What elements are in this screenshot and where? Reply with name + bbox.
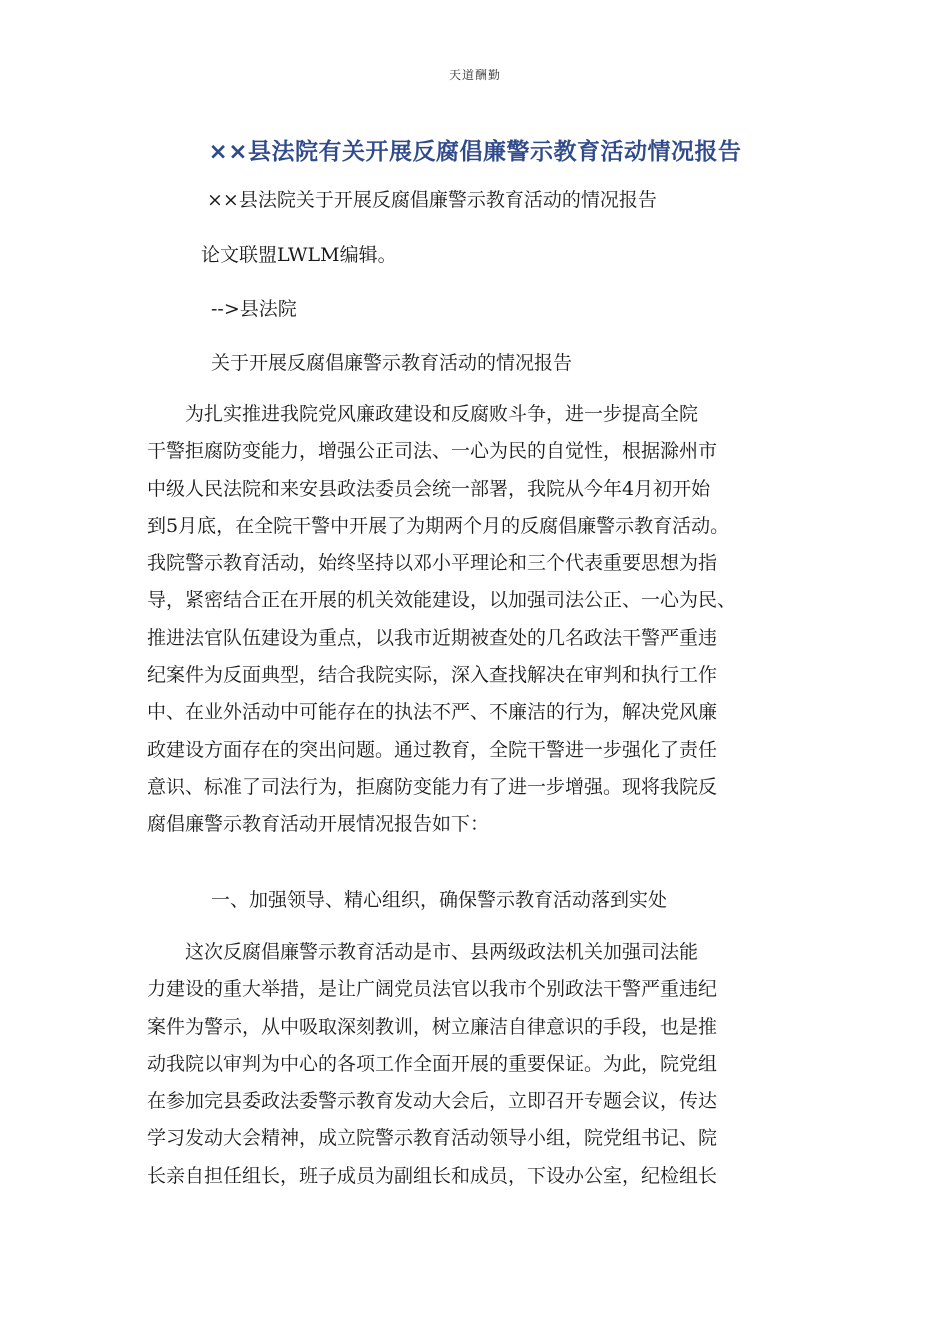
- paragraph-line: 这次反腐倡廉警示教育活动是市、县两级政法机关加强司法能: [147, 941, 699, 963]
- paragraph-line: 在参加完县委政法委警示教育发动大会后，立即召开专题会议，传达: [147, 1090, 718, 1113]
- section-1-heading: 一、加强领导、精心组织，确保警示教育活动落到实处: [211, 889, 668, 911]
- paragraph-line: 中级人民法院和来安县政法委员会统一部署，我院从今年4月初开始: [147, 477, 711, 500]
- page-header: 天道酬勤: [448, 68, 501, 82]
- paragraph-line: 腐倡廉警示教育活动开展情况报告如下：: [147, 813, 490, 836]
- paragraph-line: 推进法官队伍建设为重点，以我市近期被查处的几名政法干警严重违: [147, 626, 718, 649]
- document-subtitle: ××县法院关于开展反腐倡廉警示教育活动的情况报告: [207, 189, 657, 211]
- paragraph-line: 为扎实推进我院党风廉政建设和反腐败斗争，进一步提高全院: [147, 403, 699, 425]
- paragraph-line: 意识、标准了司法行为，拒腐防变能力有了进一步增强。现将我院反: [147, 775, 718, 798]
- editor-note: 论文联盟LWLM编辑。: [201, 244, 397, 266]
- paragraph-line: 学习发动大会精神，成立院警示教育活动领导小组，院党组书记、院: [147, 1127, 718, 1150]
- paragraph-2: [147, 934, 802, 1195]
- paragraph-line: 动我院以审判为中心的各项工作全面开展的重要保证。为此，院党组: [147, 1052, 718, 1075]
- paragraph-line: 中、在业外活动中可能存在的执法不严、不廉洁的行为，解决党风廉: [147, 701, 718, 724]
- document-title: ××县法院有关开展反腐倡廉警示教育活动情况报告: [208, 139, 742, 165]
- paragraph-line: 我院警示教育活动，始终坚持以邓小平理论和三个代表重要思想为指: [147, 552, 718, 575]
- paragraph-line: 纪案件为反面典型，结合我院实际，深入查找解决在审判和执行工作: [147, 664, 718, 687]
- paragraph-line: 干警拒腐防变能力，增强公正司法、一心为民的自觉性，根据滁州市: [147, 440, 718, 463]
- paragraph-line: 导，紧密结合正在开展的机关效能建设，以加强司法公正、一心为民、: [147, 589, 737, 612]
- paragraph-line: 力建设的重大举措，是让广阔党员法官以我市个别政法干警严重违纪: [147, 978, 718, 1001]
- paragraph-line: 案件为警示，从中吸取深刻教训，树立廉洁自律意识的手段，也是推: [147, 1015, 718, 1038]
- paragraph-1: [147, 396, 802, 844]
- arrow-line: -->县法院: [211, 298, 297, 320]
- paragraph-line: 到5月底，在全院干警中开展了为期两个月的反腐倡廉警示教育活动。: [147, 514, 730, 537]
- paragraph-line: 长亲自担任组长，班子成员为副组长和成员，下设办公室，纪检组长: [147, 1164, 718, 1187]
- paragraph-line: 政建设方面存在的突出问题。通过教育，全院干警进一步强化了责任: [147, 738, 718, 761]
- report-heading: 关于开展反腐倡廉警示教育活动的情况报告: [211, 352, 573, 374]
